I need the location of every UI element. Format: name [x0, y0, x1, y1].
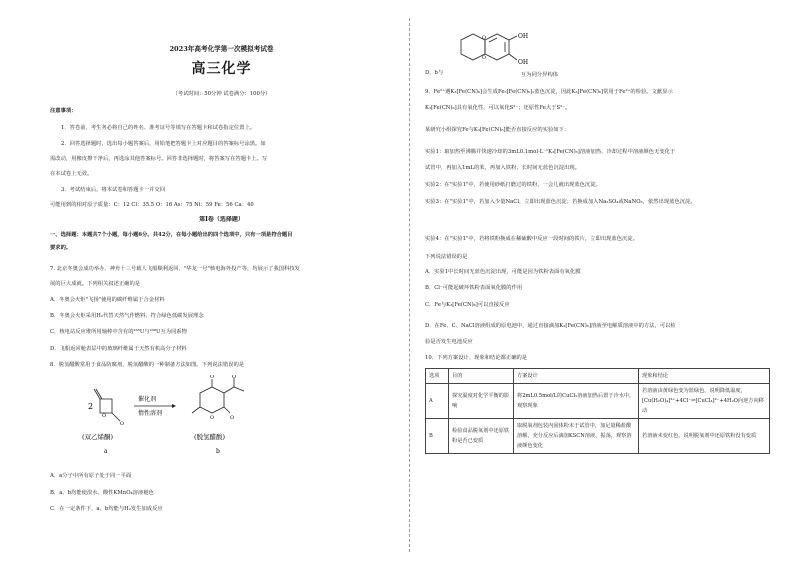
table-cell: 若溶液未变红色，说明脱氧剂中还原铁粉没有变质: [639, 419, 770, 454]
label-b: b: [216, 448, 220, 455]
catalyst-label: 催化剂: [138, 396, 157, 403]
q7-stem-b: 展的巨大成就。下列相关叙述正确的是: [50, 281, 141, 287]
table-header-cell: 选项: [426, 369, 449, 384]
note-3: 3．考试结束后，将本试卷和答题卡一并交回: [61, 187, 166, 193]
q7-option-a: A．冬奥会火炬"飞扬"使用的碳纤维属于合金材料: [50, 297, 165, 303]
q8-stem: 8．脱氢醋酸常用于食品防腐剂，脱氢醋酸的一种制备方法如图。下列说法错误的是: [50, 362, 245, 368]
experiment-3: 实验3：在"实验1"中，若加入少量NaCl，立即出现蓝色沉淀；若换成加入Na₂SO₄或NaNO₃，依然出现蓝色沉淀。: [425, 199, 696, 205]
q7-option-d: D．飞船返回舱表层中的玻璃纤维属于天然有机高分子材料: [50, 346, 187, 352]
q9-stem-a: 9．Fe²⁺遇K₃[Fe(CN)₆]会生成Fe₃[Fe(CN)₆]₂蓝色沉淀，因此K₃[Fe(CN)₆]常用于Fe²⁺的检验。文献显示: [425, 89, 673, 95]
table-cell: A: [426, 384, 449, 419]
notes-heading: 注意事项：: [50, 108, 77, 114]
table-row: [426, 419, 770, 454]
ring-bonds: [461, 34, 517, 60]
q9-stem-b: K₃[Fe(CN)₆]具有氧化性，可以氧化S²⁻；还原性Fe大于S²⁻。: [425, 105, 571, 111]
reaction-scheme: [80, 375, 290, 455]
q8-option-a: A．a分子中所有原子处于同一平面: [50, 473, 132, 479]
note-2c: 在本试卷上无效。: [50, 171, 93, 177]
ring-oxygen-a: O: [102, 413, 107, 419]
subject-title: 高三化学: [191, 61, 252, 77]
table-cell: 取脱氧剂包装内固体粉末于试管中，加足量稀盐酸溶解，充分反应后滴加KSCN溶液，振荡，观察溶液颜色变化: [514, 419, 639, 454]
q9-option-c: C．Fe与K₃[Fe(CN)₆]可以直接反应: [425, 302, 510, 308]
note-2b: 需改动，用橡皮擦干净后，再选涂其他答案标号。回答非选择题时，将答案写在答题卡上。写: [50, 156, 268, 162]
atomic-masses: 可能用到的相对原子质量：C：12 Cl：35.5 O：16 As：75 Ni：59 Fe：56 Ca：40: [50, 202, 254, 208]
ring-oxygen-b: O: [210, 415, 215, 421]
note-2a: 2．回答选择题时，选出每小题答案后，用铅笔把答题卡上对应题目的答案标号涂黑。如: [61, 141, 266, 147]
diketene-structure: [94, 389, 120, 421]
right-column: [425, 0, 770, 562]
q7-option-b: B．冬奥会火炬采用H₂代替天然气作燃料，符合绿色低碳发展理念: [50, 313, 204, 319]
table-cell: 将2mL0.5mol/L的CuCl₂溶液加热后置于冷水中，观察现象: [514, 384, 639, 419]
experiment-1b: 试管中，再加入1mL的苯，再加入铁粉，长时间无蓝色沉淀出现。: [425, 165, 580, 171]
label-a: a: [104, 448, 108, 455]
table-cell: 若溶液由黄绿色变为蓝绿色，说明降低温度，[Cu(H₂O)₄]²⁺+4Cl⁻⇌[CuCl₄]²⁻+4H₂O向逆方向移动: [639, 384, 770, 419]
q9-ask: 下列说法错误的是: [425, 254, 468, 260]
table-header-cell: 方案设计: [514, 369, 639, 384]
ether-oxygen-top: O: [482, 35, 487, 41]
hydroxyl-top: OH: [518, 33, 529, 40]
name-dehydroacetic-acid: (脱氢醋酸): [194, 433, 226, 441]
left-column: [50, 0, 393, 562]
exam-title: 2023年高考化学第一次模拟考试卷: [169, 45, 274, 53]
q9-option-a: A．实验1中长时间无蓝色沉淀出现，可能是因为铁粉表面有氧化膜: [425, 269, 581, 275]
table-header-cell: 目的: [449, 369, 514, 384]
carbonyl-oxygen-b2: O: [232, 375, 237, 380]
section1-intro-b: 要求的。: [50, 245, 72, 251]
experiment-4: 实验4：在"实验1"中，若将铁粉换成在稀硫酸中反应一段时间的铁片，立即出现蓝色沉淀。: [425, 236, 638, 242]
q9-option-b: B．Cl⁻可能起破坏铁粉表面氧化膜的作用: [425, 285, 523, 291]
reaction-arrowhead: [172, 404, 176, 408]
q7-stem-a: 7. 北京冬奥会成功举办、神舟十三号载人飞船顺利返回、"华龙一号"核电海外投产等，均展示了我国科技发: [50, 266, 300, 272]
q10-stem: 10．下列方案设计、现象和结论都正确的是: [425, 355, 528, 361]
q10-table: [425, 368, 770, 454]
table-cell: 探究温度对化学平衡的影响: [449, 384, 514, 419]
table-cell: 检验食品脱氧剂中还原铁粉是否已变质: [449, 419, 514, 454]
carbonyl-oxygen-a: O: [120, 421, 125, 427]
dehydroacetic-acid-structure: [192, 378, 244, 413]
table-header-cell: 现象和结论: [639, 369, 770, 384]
q8-option-d-suffix: 互为同分异构体: [521, 72, 559, 78]
experiment-2: 实验2：在"实验1"中，若使用砂纸打磨过的铁粉，一会儿就出现蓝色沉淀。: [425, 182, 601, 188]
q7-option-c: C．核电站反应堆所用轴棒中含有的²³⁵U与²³⁸U互为同系物: [50, 329, 187, 335]
table-header-row: [426, 369, 770, 384]
table-row: [426, 384, 770, 419]
section1-title: 第Ⅰ卷（选择题）: [199, 216, 244, 223]
name-diketene: (双乙烯酮): [82, 433, 114, 441]
q9-stem-c: 某研究小组探究Fe与K₃[Fe(CN)₆]能否直接反应的实验如下：: [425, 127, 570, 133]
hydroxyl-bottom: OH: [518, 59, 529, 66]
q8-option-d-prefix: D．b与: [425, 70, 444, 76]
q8-option-b: B．a、b均能使溴水、酸性KMnO₄溶液褪色: [50, 490, 154, 496]
note-1: 1．答卷前，考生务必将自己的姓名、准考证号等填写在答题卡和试卷指定位置上。: [61, 125, 256, 131]
q9-option-d-b: 验是否发生电池反应: [425, 339, 473, 345]
solvent-label: 惰性溶剂: [138, 410, 163, 417]
coefficient: 2: [88, 402, 94, 411]
q9-option-d-a: D．在Fe、C、NaCl溶液组成的原电池中，通过直接滴加K₃[Fe(CN)₆]溶液至电解质溶液中的方法，可以检: [425, 323, 676, 329]
ether-oxygen-bottom: O: [482, 55, 487, 61]
time-info: （考试时间：50分钟 试卷满分：100分）: [172, 91, 271, 97]
experiment-1a: 实验1：取加热至沸腾并快速冷却的3mL0.1mol·L⁻¹K₃[Fe(CN)₆]溶液加热、冷却过程中溶液颜色无变化于: [425, 149, 676, 155]
carbonyl-oxygen-b1: O: [210, 375, 215, 380]
carbonyl-oxygen-b3: O: [230, 415, 235, 421]
table-cell: B: [426, 419, 449, 454]
section1-intro-a: 一、选择题：本题共7个小题，每小题6分。共42分，在每小题给出的四个选项中，只有一项是符合题目: [50, 232, 293, 238]
q8-option-c: C．在一定条件下，a、b均能与H₂发生加成反应: [50, 506, 163, 512]
column-divider: [409, 18, 410, 552]
